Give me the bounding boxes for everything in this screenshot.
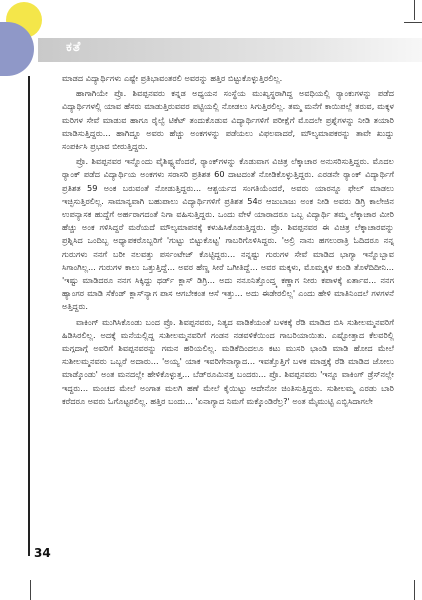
crop-mark [414,0,415,20]
paragraph: ಹಾಗಾಗಿಯೇ ಪ್ರೊ. ಶಿವಪ್ಪನವರು ಕನ್ನಡ ಅಧ್ಯಯನ ಸಂಸ್ಥೆಯ ಮುಖ್ಯಸ್ಥರಾಗಿದ್ದ ಅವಧಿಯಲ್ಲಿ ರ‍್ಯಾಂಕುಗಳನ್ನು ಪಡೆದ ವಿದ್ಯಾರ್ಥಿಗಳಲ್ಲಿ ಯಾವ ಹೆಸರು ಮಾಡುತ್ತಿರುವವರ ಪಟ್ಟಿಯಲ್ಲಿ ನೋಡಲು ಸಿಗುತ್ತಿರಲಿಲ್ಲ. ತಮ್ಮ ಮನೆಗೆ ಕಾಯಿಪಲ್ಲೆ ತರುವ, ಮಕ್ಕಳ ಮರಿಗಳ ಸೇವೆ ಮಾಡುವ ಹಾಗೂ ರೈಲ್ವೆ ಟಿಕೆಟ್ ತಂದುಕೊಡುವ ವಿದ್ಯಾರ್ಥಿಗಳಿಗೆ ಪರೀಕ್ಷೆಗೆ ಮೊದಲೇ ಪ್ರಶ್ನೆಗಳನ್ನು ನೀಡಿ ತಯಾರಿ ಮಾಡಿಸುತ್ತಿದ್ದರು... ಹಾಗಿದ್ದೂ ಅವರು ಹೆಚ್ಚು ಅಂಕಗಳನ್ನು ಪಡೆಯಲು ವಿಫಲವಾದರೆ, ಮೌಲ್ಯಮಾಪಕರನ್ನು ತಾವೇ ಖುದ್ದು ಸಂಪರ್ಕಿಸಿ ಪ್ರಭಾವ ಬೀರುತ್ತಿದ್ದರು. [62,88,394,152]
crop-mark [414,580,415,600]
crop-mark [30,580,31,600]
paragraph: ವಾಕಿಂಗ್ ಮುಗಿಸಿಕೊಂಡು ಬಂದ ಪ್ರೊ. ಶಿವಪ್ಪನವರು, ನಿತ್ಯದ ವಾಡಿಕೆಯಂತೆ ಬಳಕಕ್ಕೆ ರೆಡಿ ಮಾಡಿದ ಬಿಸಿ ಸುಶೀಲಮ್ಮನವರಿಗೆ ಹಿಡಿಸಿರಲಿಲ್ಲ. ಅದಕ್ಕೆ ಮನೆಯಲ್ಲಿದ್ದ ಸುಶೀಲಮ್ಮನವರಿಗೆ ಗಂಡನ ನಡವಳಿಕೆಯಿಂದ ಗಾಬರಿಯಾಯಿತು. ಎಷ್ಟೋತ್ತಾದ ಕೆಲವರಿಲ್ಲಿ ಮಗ್ಗದಾಗ್ಗೆ ಅವರಿಗೆ ಶಿವಪ್ಪನವರನ್ನು ಗಮನ ಹರಿಯಲಿಲ್ಲ. ಮಡಿಕೆದಿಂದಲೂ ಕಟು ಮುಸರಿ ಭಾಂಡಿ ಮಾಡಿ ಹೋದ ಮೇಲೆ ಸುಶೀಲಮ್ಮನವರು ಒಬ್ಬರೆ ಅದಾರು... 'ಅಯ್ಯ' ಯಾಕ ಇವರಿಗೇನಾಗ್ಯಾದ... ಇವತ್ತೊತ್ತಿಗೆ ಬಳಕ ಮಾಡ್ತಕ್ಕೆ ರೆಡಿ ಮಾಡಿದ ಜೋಲು ಮಾಡ್ಕೊಂಡು' ಅಂತ ಮನದಲ್ಲೇ ಹೇಳಿಕೊಳ್ಳುತ್ತ... ಬೆಡ್‌ರೂಮಿನತ್ತ ಬಂದರು... ಪ್ರೊ. ಶಿವಪ್ಪನವರು 'ಇನ್ನೂ ವಾಕಿಂಗ್ ಡ್ರೆಸ್‌ನಲ್ಲೇ ಇದ್ದರು... ಮಂಚದ ಮೇಲೆ ಅಂಗಾತ ಮಲಗಿ ಹಣೆ ಮೇಲೆ ಕೈಯಿಟ್ಟು ಆದೇನೋ ಚಿಂತಿಸುತ್ತಿದ್ದರು. ಸುಶೀಲಮ್ಮ ಎರಡು ಬಾರಿ ಕರೆದರೂ ಅವರು ಓಗೊಟ್ಟರಲಿಲ್ಲ. ಹತ್ತಿರ ಬಂದು... 'ಏನಾಗ್ಯಾದ ನಿಮಗೆ ಮಕ್ಕೊಂಡಿರೆಲ್ರ?' ಅಂತ ಮೈಮುಟ್ಟಿ ಎಬ್ಬಿಸಿದಾಗಲೇ [62,316,394,406]
section-title: ಕತೆ [66,40,82,55]
crop-mark [404,22,422,23]
header-bar [38,38,422,62]
article-body [62,72,394,410]
paragraph: ಪ್ರೊ. ಶಿವಪ್ಪನವರ ಇನ್ನೊಂದು ವೈಶಿಷ್ಟ್ಯವೆಂದರೆ, ರ‍್ಯಾಂಕ್‌ಗಳನ್ನು ಕೊಡುವಾಗ ವಿಚಿತ್ರ ಲೆಕ್ಕಾಚಾರ ಅನುಸರಿಸುತ್ತಿದ್ದರು. ಮೊದಲ ರ‍್ಯಾಂಕ್ ಪಡೆದ ವಿದ್ಯಾರ್ಥಿಯ ಅಂಕಗಳು ಸರಾಸರಿ ಪ್ರತಿಶತ 60 ದಾಟದಂತೆ ನೋಡಿಕೊಳ್ಳುತ್ತಿದ್ದರು. ಎರಡನೇ ರ‍್ಯಾಂಕ್ ವಿದ್ಯಾರ್ಥಿಗೆ ಪ್ರತಿಶತ 59 ಅಂಕ ಬರುವಂತೆ ನೋಡುತ್ತಿದ್ದರು... ಆಶ್ಚರ್ಯದ ಸಂಗತಿಯೆಂದರೆ, ಅವರು ಯಾರನ್ನೂ ಫೇಲ್ ಮಾಡಲು ಇಚ್ಛಿಸುತ್ತಿರಲಿಲ್ಲ. ಸಾಮಾನ್ಯವಾಗಿ ಬಹುಪಾಲು ವಿದ್ಯಾರ್ಥಿಗಳಿಗೆ ಪ್ರತಿಶತ 54ರ ಆಜುಬಾಜು ಅಂಕ ನೀಡಿ ಅವರು ಡಿಗ್ರಿ ಕಾಲೇಜಿನ ಉಪನ್ಯಾಸಕ ಹುದ್ದೆಗೆ ಅರ್ಹರಾಗದಂತೆ ನಿಗಾ ವಹಿಸುತ್ತಿದ್ದರು. ಒಂದು ವೇಳೆ ಯಾರಾದರೂ ಒಬ್ಬ ವಿದ್ಯಾರ್ಥಿ ತಮ್ಮ ಲೆಕ್ಕಾಚಾರ ಮೀರಿ ಹೆಚ್ಚು ಅಂಕ ಗಳಿಸಿದ್ದರೆ ಮರೆಯದೆ ಮೌಲ್ಯಮಾಪನಕ್ಕೆ ಕಳುಹಿಸಿಕೊಡುತ್ತಿದ್ದರು. ಪ್ರೊ. ಶಿವಪ್ಪನವರ ಈ ವಿಚಿತ್ರ ಲೆಕ್ಕಾಚಾರವನ್ನು ಪ್ರಶ್ನಿಸಿದ ಒಂದಿಬ್ಬ ಅಧ್ಯಾಪಕರೊಬ್ಬರಿಗೆ 'ಗುಟ್ಟು ಬಿಟ್ಟುಕೊಟ್ಟ' ಗಾಬರಿಗೊಳಿಸಿದ್ದರು. 'ಅಲ್ರಿ ನಾನು ಹಗಲುರಾತ್ರಿ ಓದಿದರೂ ನನ್ನ ಗುರುಗಳು ನನಗೆ ಬರೀ ನಲವತ್ತು ಪರ್ಸಂಟೇಜ್ ಕೊಟ್ಟಿದ್ದರು... ನನ್ನಷ್ಟು ಗುರುಗಳ ಸೇವೆ ಮಾಡಿದ ಭಾಗ್ಯಾ ಇನ್ನೊಬ್ಬಾವ ಸಿಗಾಂಗಿಲ್ಲ... ಗುರುಗಳ ಕಾಲು ಒತ್ತುತ್ತಿದ್ದೆ... ಅವರ ಹೆಣ್ಣ ಸೀರೆ ಒಗೀತಿದ್ದೆ... ಅವರ ಮಕ್ಕಳು, ಮೊಮ್ಮಕ್ಕಳ ಕುಂಡಿ ತೊಳೆದಿದೀನಿ... 'ಇಷ್ಟು ಮಾಡಿದರೂ ನನಗ ಸಿಕ್ಕಿದ್ದು ಥರ್ಡ್ ಕ್ಲಾಸ್ ಡಿಗ್ರಿ... ಅದು ನನೂನಿತ್ತೊಂದ್ತ್ಕ ಕಣ್ಣಾಗ ನೀರು ಕಪಾಳಕ್ಕೆ ಏರ್ತಾವ... ನನಗ ಹ್ಯಾಂಗರ ಮಾಡಿ ಸೆಕೆಂಡ್ ಕ್ಲಾಸ್‌ನ್ಯಾಗ ಪಾಸ ಆಗಬೇಕಂತ ಆಸೆ ಇತ್ತು... ಅದು ಈಡೇರಲಿಲ್ಲ' ಎಂದು ಹೇಳಿ ಮಾತಿನಿಂದಲೆ ಗಳಗಳನೆ ಅತ್ತಿದ್ದರು. [62,156,394,312]
margin-rule [28,76,30,556]
page-number: 34 [34,546,51,560]
paragraph: ಮಾಡದ ವಿದ್ಯಾರ್ಥಿಗಳು ಎಷ್ಟೇ ಪ್ರತಿಭಾವಂತರಲಿ ಅವರನ್ನು ಹತ್ತಿರ ಬಿಟ್ಟುಕೊಳ್ಳುತ್ತಿರಲಿಲ್ಲ. [62,73,283,83]
